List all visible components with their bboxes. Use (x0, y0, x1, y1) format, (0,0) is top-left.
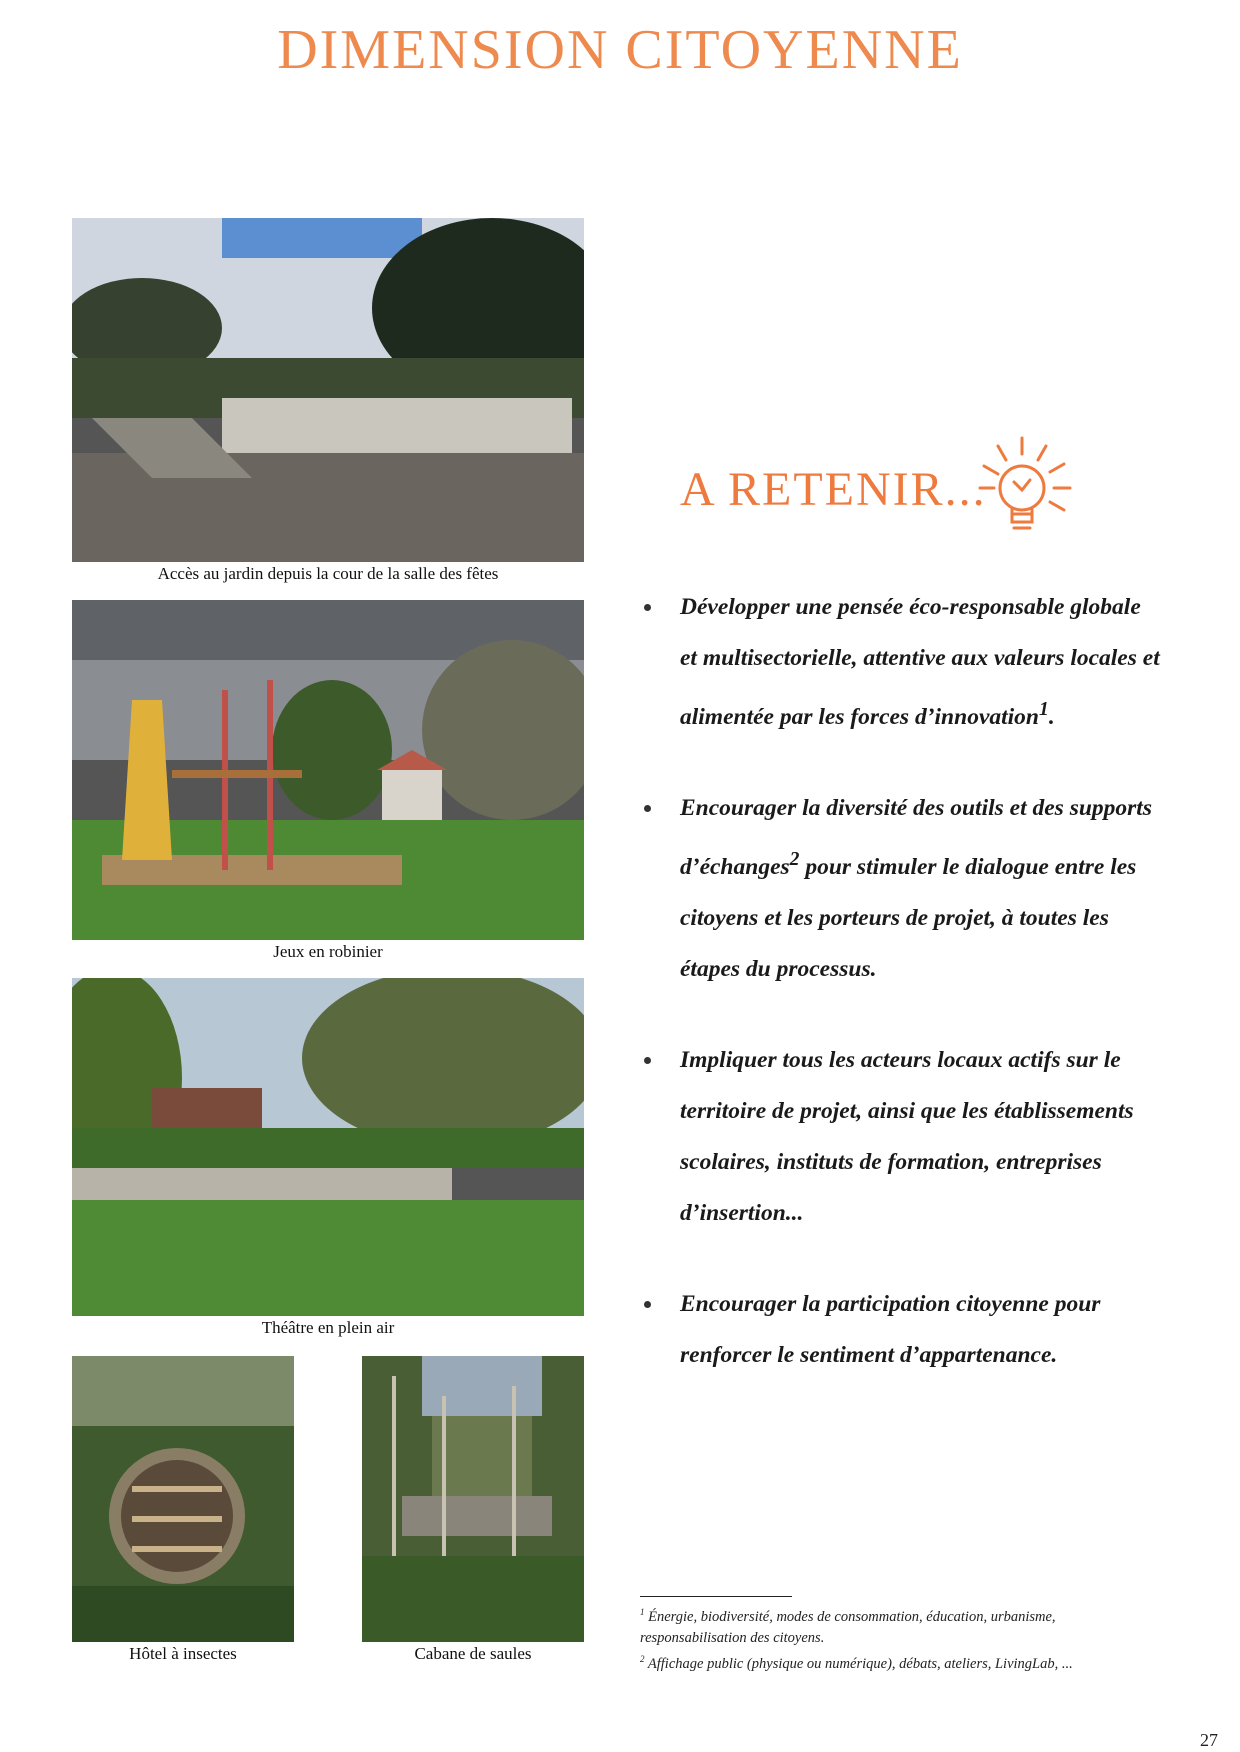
photo-caption: Théâtre en plein air (261, 1318, 395, 1337)
photo-playground (72, 600, 584, 940)
list-item: Développer une pensée éco-responsable globale et multisectorielle, attentive aux valeurs locales et alimentée par les forces d’innovation$^1$. (640, 582, 1160, 743)
photo-caption: Hôtel à insectes (129, 1644, 237, 1663)
page-number: 27 (1200, 1730, 1218, 1750)
bullet-icon (644, 1057, 651, 1064)
list-item: Impliquer tous les acteurs locaux actifs sur le territoire de projet, ainsi que les établissements scolaires, instituts de formation, entreprises d’insertion... (640, 1035, 1160, 1239)
footnote-divider (640, 1596, 792, 1597)
photo-garden-access (72, 218, 584, 562)
list-item: Encourager la diversité des outils et des supports d’échanges$^2$ pour stimuler le dialogue entre les citoyens et les porteurs de projet, à toutes les étapes du processus. (640, 783, 1160, 995)
bullet-icon (644, 1301, 651, 1308)
photo-open-air-theatre (72, 978, 584, 1316)
footnote: $^1$ Énergie, biodiversité, modes de consommation, éducation, urbanisme, responsabilisation des citoyens. (640, 1607, 1056, 1646)
page-title: DIMENSION CITOYENNE (277, 19, 963, 81)
bullet-icon (644, 604, 651, 611)
retenir-list (640, 582, 1160, 1421)
footnotes (640, 1602, 1150, 1675)
photo-caption: Accès au jardin depuis la cour de la salle des fêtes (157, 564, 499, 583)
footnote: $^2$ Affichage public (physique ou numérique), débats, ateliers, LivingLab, ... (640, 1653, 1073, 1672)
photo-caption: Cabane de saules (414, 1644, 532, 1663)
photo-caption: Jeux en robinier (273, 942, 383, 961)
list-item: Encourager la participation citoyenne pour renforcer le sentiment d’appartenance. (640, 1279, 1160, 1381)
bullet-icon (644, 805, 651, 812)
photo-insect-hotel (72, 1356, 294, 1642)
lightbulb-icon (976, 430, 1084, 538)
photo-willow-hut (362, 1356, 584, 1642)
retenir-heading: A RETENIR... (680, 463, 987, 516)
